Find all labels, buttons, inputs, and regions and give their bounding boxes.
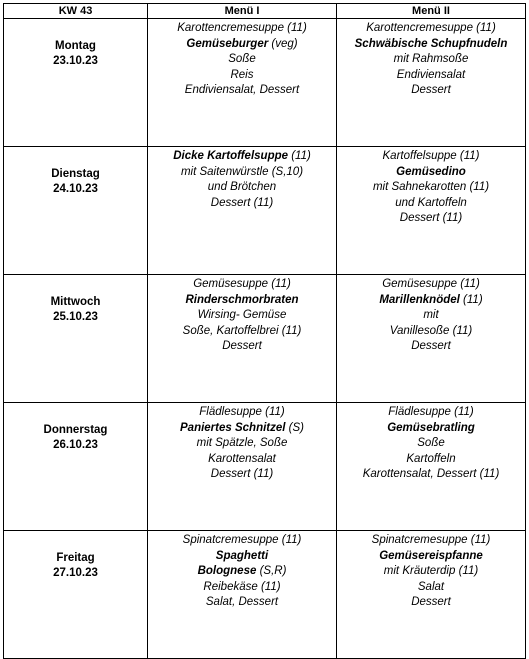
side-text: Soße, Kartoffelbrei (11) [182, 324, 302, 337]
table-row [4, 275, 526, 403]
side-text: mit Kräuterdip (11) [383, 565, 479, 578]
table-row [4, 19, 526, 147]
main-dish-suffix: (S) [285, 421, 304, 434]
menu1-cell [148, 403, 337, 531]
side-text: Dessert [222, 340, 262, 353]
main-dish: Gemüsebratling [387, 421, 475, 434]
side-text: mit Sahnekarotten (11) [372, 181, 490, 194]
side-text: Dessert [411, 84, 451, 97]
day-name: Montag [55, 40, 96, 52]
table-header-row [4, 4, 526, 19]
side-text: Karottensalat, Dessert (11) [362, 468, 500, 481]
day-name: Mittwoch [50, 296, 101, 308]
side-text: Dessert [411, 596, 451, 609]
side-text: und Brötchen [207, 181, 277, 194]
soup-text: Flädlesuppe (11) [199, 406, 285, 418]
side-text: Kartoffeln [406, 452, 456, 465]
side-text: Reibekäse (11) [203, 580, 281, 593]
side-text: mit Saitenwürstle (S,10) [180, 165, 304, 178]
day-cell [4, 275, 148, 403]
soup-text: Karottencremesuppe (11) [177, 22, 307, 34]
side-text: Wirsing- Gemüse [197, 309, 287, 322]
main-dish: Marillenknödel [379, 293, 460, 306]
side-text: Reis [230, 68, 254, 81]
side-text: Karottensalat [208, 452, 276, 465]
menu1-cell [148, 275, 337, 403]
side-text: Dessert (11) [210, 196, 274, 209]
side-text: mit Rahmsoße [393, 53, 469, 66]
day-name: Donnerstag [43, 424, 108, 436]
day-name: Dienstag [51, 168, 100, 180]
menu1-cell [148, 147, 337, 275]
day-cell [4, 531, 148, 659]
side-text: Soße [228, 53, 256, 66]
soup-text: Spinatcremesuppe (11) [182, 534, 302, 546]
main-dish: Gemüseburger [186, 37, 269, 50]
side-text: mit [423, 309, 439, 322]
main-dish-suffix: (S,R) [256, 565, 287, 578]
day-cell [4, 19, 148, 147]
main-dish: Dicke Kartoffelsuppe [173, 150, 289, 162]
table-row [4, 403, 526, 531]
main-dish-suffix: (11) [288, 150, 311, 162]
menu1-cell [148, 531, 337, 659]
day-date: 23.10.23 [53, 55, 98, 67]
side-text: Dessert (11) [399, 212, 463, 225]
menu2-header: Menü II [337, 4, 526, 19]
menu-table [3, 3, 526, 659]
main-dish: Rinderschmorbraten [185, 293, 299, 306]
table-row [4, 147, 526, 275]
table-row [4, 531, 526, 659]
day-date: 25.10.23 [53, 311, 98, 323]
main-dish: Paniertes Schnitzel [180, 421, 286, 434]
side-text: Vanillesoße (11) [389, 324, 473, 337]
day-cell [4, 147, 148, 275]
side-text: Salat [417, 580, 445, 593]
day-date: 27.10.23 [53, 567, 98, 579]
main-dish: Spaghetti [215, 549, 269, 562]
day-date: 26.10.23 [53, 439, 98, 451]
main-dish-line2: Bolognese [197, 565, 257, 578]
menu2-cell [337, 275, 526, 403]
menu-plan [3, 3, 526, 659]
main-dish-suffix: (veg) [268, 37, 298, 50]
main-dish: Schwäbische Schupfnudeln [354, 37, 508, 50]
side-text: Dessert [411, 340, 451, 353]
soup-text: Flädlesuppe (11) [388, 406, 474, 418]
day-cell [4, 403, 148, 531]
soup-text: Gemüsesuppe (11) [382, 278, 480, 290]
menu1-cell [148, 19, 337, 147]
side-text: Soße [417, 437, 445, 450]
main-dish: Gemüsereispfanne [379, 549, 483, 562]
menu2-cell [337, 531, 526, 659]
soup-text: Gemüsesuppe (11) [193, 278, 291, 290]
side-text: Dessert (11) [210, 468, 274, 481]
menu1-header: Menü I [148, 4, 337, 19]
soup-text: Spinatcremesuppe (11) [371, 534, 491, 546]
main-dish-suffix: (11) [459, 293, 483, 306]
side-text: Salat, Dessert [205, 596, 279, 609]
side-text: mit Spätzle, Soße [196, 437, 288, 450]
side-text: und Kartoffeln [395, 196, 467, 209]
main-dish: Gemüsedino [396, 165, 466, 178]
day-date: 24.10.23 [53, 183, 98, 195]
menu2-cell [337, 403, 526, 531]
soup-text: Karottencremesuppe (11) [366, 22, 496, 34]
soup-text: Kartoffelsuppe (11) [382, 150, 480, 162]
week-header: KW 43 [4, 4, 148, 19]
day-name: Freitag [56, 552, 95, 564]
side-text: Endiviensalat, Dessert [184, 84, 300, 97]
menu2-cell [337, 19, 526, 147]
menu2-cell [337, 147, 526, 275]
side-text: Endiviensalat [396, 68, 466, 81]
